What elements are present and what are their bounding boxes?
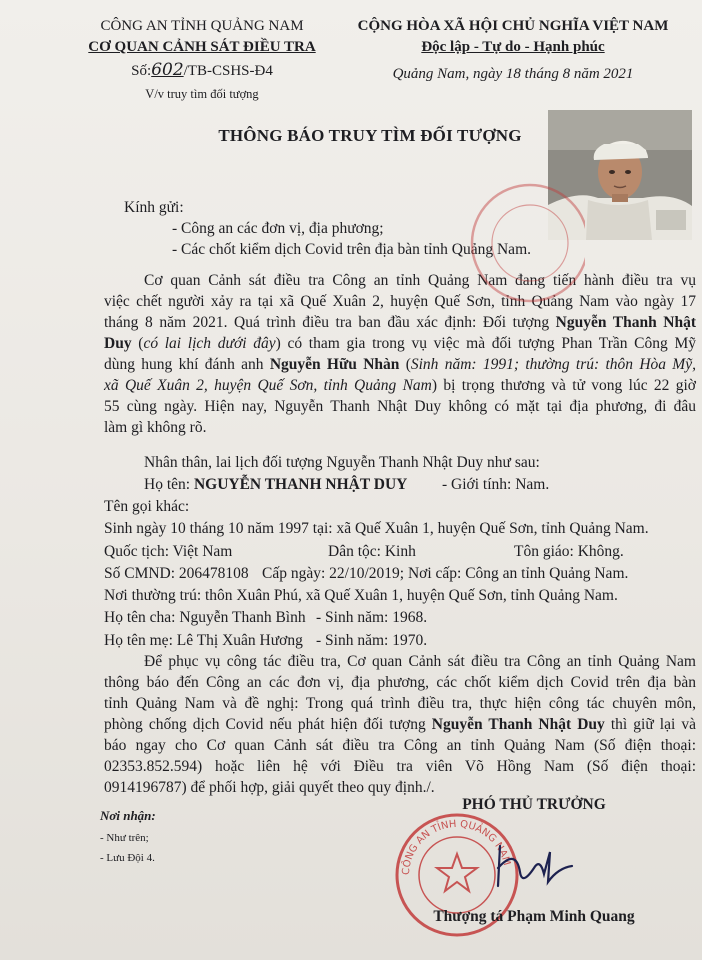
department-name bbox=[72, 37, 332, 58]
p2-line-5: báo ngay cho Cơ quan Cảnh sát điều tra Công an tỉnh Quảng Nam (Số điện thoại: bbox=[104, 737, 696, 754]
p2-l4-text: phòng chống dịch Covid nếu phát hiện đối tượng bbox=[104, 716, 432, 733]
stamp-ring-text: CÔNG AN TỈNH QUẢNG NAM bbox=[400, 818, 513, 876]
profile-alias: Tên gọi khác: bbox=[104, 498, 190, 515]
recipients-line-1: - Như trên; bbox=[100, 832, 149, 844]
profile-mother-born: - Sinh năm: 1970. bbox=[316, 632, 428, 649]
document-number bbox=[72, 60, 332, 82]
p1-l4-bold: Duy bbox=[104, 335, 132, 352]
profile-father-born: - Sinh năm: 1968. bbox=[316, 609, 428, 626]
profile-id-issue: Cấp ngày: 22/10/2019; Nơi cấp: Công an tỉnh Quảng Nam. bbox=[262, 565, 629, 582]
signer-name: Thượng tá Phạm Minh Quang bbox=[433, 908, 635, 925]
stamp-overlap-icon bbox=[455, 178, 585, 308]
recipients-line-2: - Lưu Đội 4. bbox=[100, 852, 155, 864]
place-date: Quảng Nam, ngày 18 tháng 8 năm 2021 bbox=[392, 66, 634, 82]
p1-l5-bold: Nguyễn Hữu Nhàn bbox=[269, 356, 400, 373]
p1-line-3 bbox=[104, 312, 696, 333]
p1-line-5 bbox=[104, 354, 696, 375]
motto-text: Độc lập - Tự do - Hạnh phúc bbox=[421, 39, 605, 55]
agency-name: CÔNG AN TỈNH QUẢNG NAM bbox=[100, 18, 304, 34]
profile-dob: Sinh ngày 10 tháng 10 năm 1997 tại: xã Quế Xuân 1, huyện Quế Sơn, tỉnh Quảng Nam. bbox=[104, 520, 649, 537]
photo-overlap-stamp bbox=[455, 178, 585, 308]
paragraph-1 bbox=[104, 270, 696, 438]
p2-line-2: thông báo đến Công an các đơn vị, địa phương, các chốt kiểm dịch Covid trên địa bàn bbox=[104, 674, 696, 691]
p1-line-6 bbox=[104, 375, 696, 396]
p1-line-2: việc chết người xảy ra tại xã Quế Xuân 2, huyện Quế Sơn, tỉnh Quảng Nam vào ngày 17 bbox=[104, 293, 696, 310]
profile-intro: Nhân thân, lai lịch đối tượng Nguyễn Thanh Nhật Duy như sau: bbox=[144, 454, 540, 471]
doc-no-handwritten: 602 bbox=[151, 60, 184, 80]
p1-line-1: Cơ quan Cảnh sát điều tra Công an tỉnh Quảng Nam đang tiến hành điều tra vụ bbox=[144, 272, 696, 289]
subject-line: V/v truy tìm đối tượng bbox=[145, 87, 259, 101]
nation-name: CỘNG HÒA XÃ HỘI CHỦ NGHĨA VIỆT NAM bbox=[357, 18, 669, 34]
recipient-line-1: - Công an các đơn vị, địa phương; bbox=[172, 220, 384, 237]
p1-line-7: 55 cùng ngày. Hiện nay, Nguyễn Thanh Nhật Duy không có mặt tại địa phương, đi đâu bbox=[104, 398, 696, 415]
p1-l5-text: dùng hung khí đánh anh bbox=[104, 356, 270, 373]
p1-l4-text: ) có tham gia trong vụ việc mà đối tượng Phan Trần Công Mỹ bbox=[275, 335, 696, 352]
p2-l4-end: thì giữ lại và bbox=[604, 716, 696, 733]
p1-l3-text: tháng 8 năm 2021. Quá trình điều tra ban đầu xác định: Đối tượng bbox=[104, 314, 556, 331]
recipients-block bbox=[100, 806, 156, 868]
p1-line-4 bbox=[104, 333, 696, 354]
profile-mother: Họ tên mẹ: Lê Thị Xuân Hương bbox=[104, 632, 303, 649]
motto bbox=[338, 37, 688, 58]
p2-line-1: Để phục vụ công tác điều tra, Cơ quan Cảnh sát điều tra Công an tỉnh Quảng Nam bbox=[144, 653, 696, 670]
doc-no-suffix: /TB-CSHS-Đ4 bbox=[183, 63, 273, 79]
profile-name bbox=[144, 474, 407, 495]
p1-l3-bold: Nguyễn Thanh Nhật bbox=[555, 314, 696, 331]
profile-gender: - Giới tính: Nam. bbox=[442, 476, 550, 493]
name-label: Họ tên: bbox=[144, 476, 194, 493]
p1-l6-text: ) bị trọng thương và tử vong lúc 22 giờ bbox=[431, 377, 696, 394]
profile-ethnicity: Dân tộc: Kinh bbox=[328, 543, 416, 560]
signer-position: PHÓ THỦ TRƯỞNG bbox=[462, 796, 606, 813]
p2-line-6: 02353.852.594) hoặc liên hệ với Điều tra viên Võ Hồng Nam (Số điện thoại: bbox=[104, 758, 696, 775]
profile-id-number: Số CMND: 206478108 bbox=[104, 565, 249, 582]
document-title: THÔNG BÁO TRUY TÌM ĐỐI TƯỢNG bbox=[218, 126, 522, 145]
p1-line-8: làm gì không rõ. bbox=[104, 419, 207, 436]
p1-l5-paren: ( bbox=[399, 356, 411, 373]
recipients-label: Nơi nhận: bbox=[100, 808, 156, 823]
handwritten-signature bbox=[488, 838, 578, 896]
paragraph-2 bbox=[104, 651, 696, 798]
p1-l4-paren: ( bbox=[131, 335, 144, 352]
p1-l5-italic: Sinh năm: 1991; thường trú: thôn Hòa Mỹ, bbox=[410, 356, 696, 373]
p2-line-4 bbox=[104, 714, 696, 735]
p1-l6-italic: xã Quế Xuân 2, huyện Quế Sơn, tỉnh Quảng Nam bbox=[104, 377, 432, 394]
greeting-label: Kính gửi: bbox=[124, 199, 184, 216]
profile-father: Họ tên cha: Nguyễn Thanh Bình bbox=[104, 609, 306, 626]
p1-l4-italic: có lai lịch dưới đây bbox=[143, 335, 276, 352]
doc-no-prefix: Số: bbox=[131, 63, 152, 79]
recipient-line-2: - Các chốt kiểm dịch Covid trên địa bàn tỉnh Quảng Nam. bbox=[172, 241, 531, 258]
name-value: NGUYỄN THANH NHẬT DUY bbox=[193, 476, 408, 493]
signature-scribble bbox=[488, 838, 578, 896]
department-name-text: CƠ QUAN CẢNH SÁT ĐIỀU TRA bbox=[88, 39, 316, 55]
header-left bbox=[72, 16, 332, 105]
profile-religion: Tôn giáo: Không. bbox=[514, 543, 624, 560]
header-right bbox=[338, 16, 688, 85]
p2-l4-bold: Nguyễn Thanh Nhật Duy bbox=[431, 716, 605, 733]
p2-line-7: 0914196787) để phối hợp, giải quyết theo quy định./. bbox=[104, 779, 435, 796]
p2-line-3: tỉnh Quảng Nam và đề nghị: Trong quá trình điều tra, thực hiện công tác chuyên môn, bbox=[104, 695, 696, 712]
profile-nationality: Quốc tịch: Việt Nam bbox=[104, 543, 233, 560]
profile-residence: Nơi thường trú: thôn Xuân Phú, xã Quế Xuân 1, huyện Quế Sơn, tỉnh Quảng Nam. bbox=[104, 587, 618, 604]
